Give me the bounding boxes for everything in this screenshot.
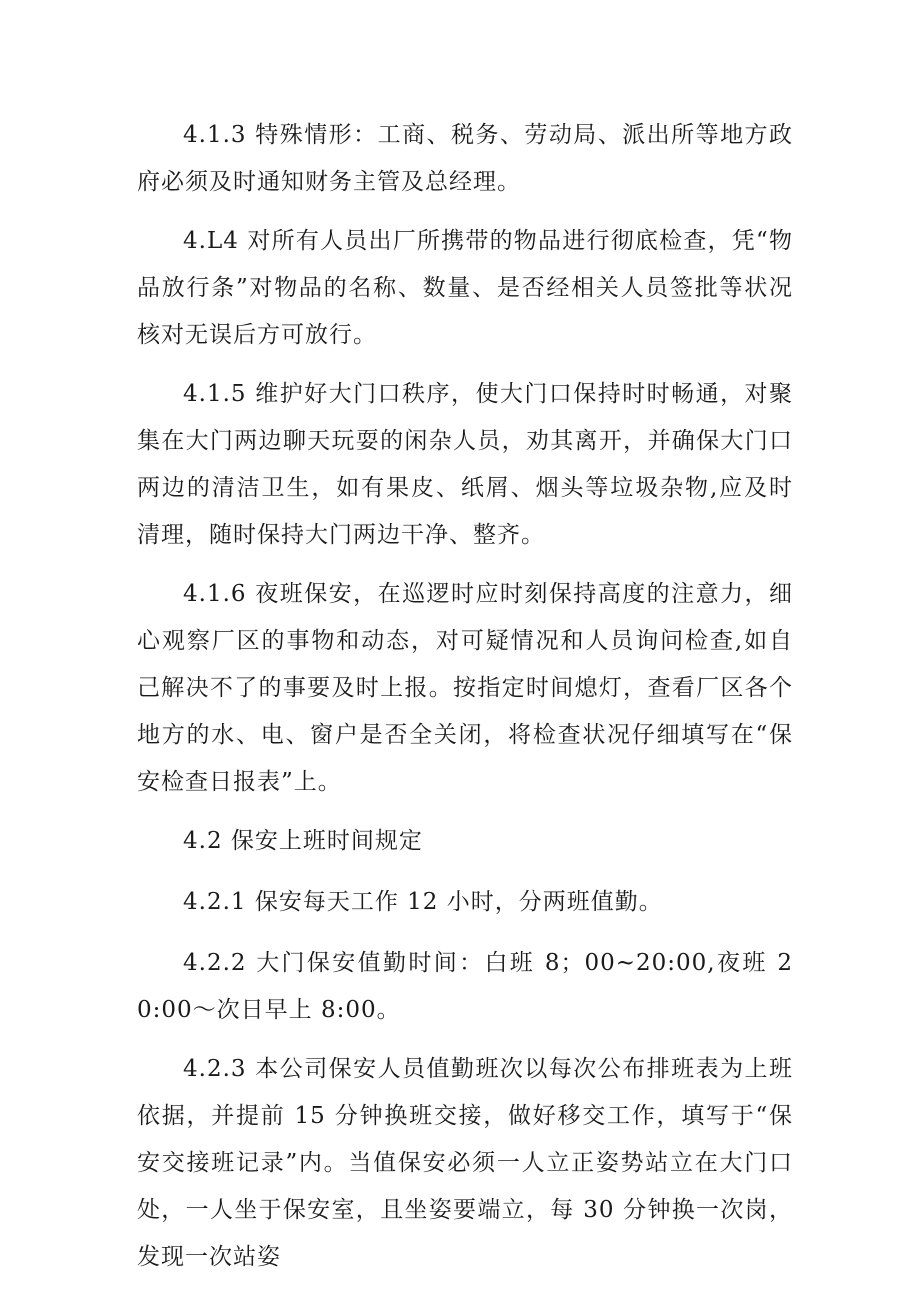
paragraph-4-1-5: 4.1.5 维护好大门口秩序，使大门口保持时时畅通，对聚集在大门两边聊天玩耍的闲杂人员，劝其离开，并确保大门口两边的清洁卫生，如有果皮、纸屑、烟头等垃圾杂物,应及时清理，随时保持大门两边干净、整齐。 bbox=[137, 381, 793, 548]
paragraph-4-1-6: 4.1.6 夜班保安，在巡逻时应时刻保持高度的注意力，细心观察厂区的事物和动态，对可疑情况和人员询问检查,如自己解决不了的事要及时上报。按指定时间熄灯，查看厂区各个地方的水、电、窗户是否全关闭，将检查状况仔细填写在“保安检查日报表”上。 bbox=[137, 581, 793, 795]
paragraph-4-2-1: 4.2.1 保安每天工作 12 小时，分两班值勤。 bbox=[183, 889, 663, 915]
paragraph-4-1-3: 4.1.3 特殊情形：工商、税务、劳动局、派出所等地方政府必须及时通知财务主管及总经理。 bbox=[137, 122, 793, 195]
paragraph-4-1-4: 4.L4 对所有人员出厂所携带的物品进行彻底检查，凭“物品放行条”对物品的名称、数量、是否经相关人员签批等状况核对无误后方可放行。 bbox=[137, 228, 793, 348]
section-heading-4-2: 4.2 保安上班时间规定 bbox=[183, 828, 423, 854]
paragraph-4-2-3: 4.2.3 本公司保安人员值勤班次以每次公布排班表为上班依据，并提前 15 分钟换班交接，做好移交工作，填写于“保安交接班记录”内。当值保安必须一人立正姿势站立在大门口处，一人坐于保安室，且坐姿要端立，每 30 分钟换一次岗，发现一次站姿 bbox=[137, 1056, 793, 1270]
document-body bbox=[137, 112, 793, 1293]
paragraph-4-2-2: 4.2.2 大门保安值勤时间：白班 8；00~20:00,夜班 20:00～次日早上 8:00。 bbox=[137, 950, 793, 1023]
